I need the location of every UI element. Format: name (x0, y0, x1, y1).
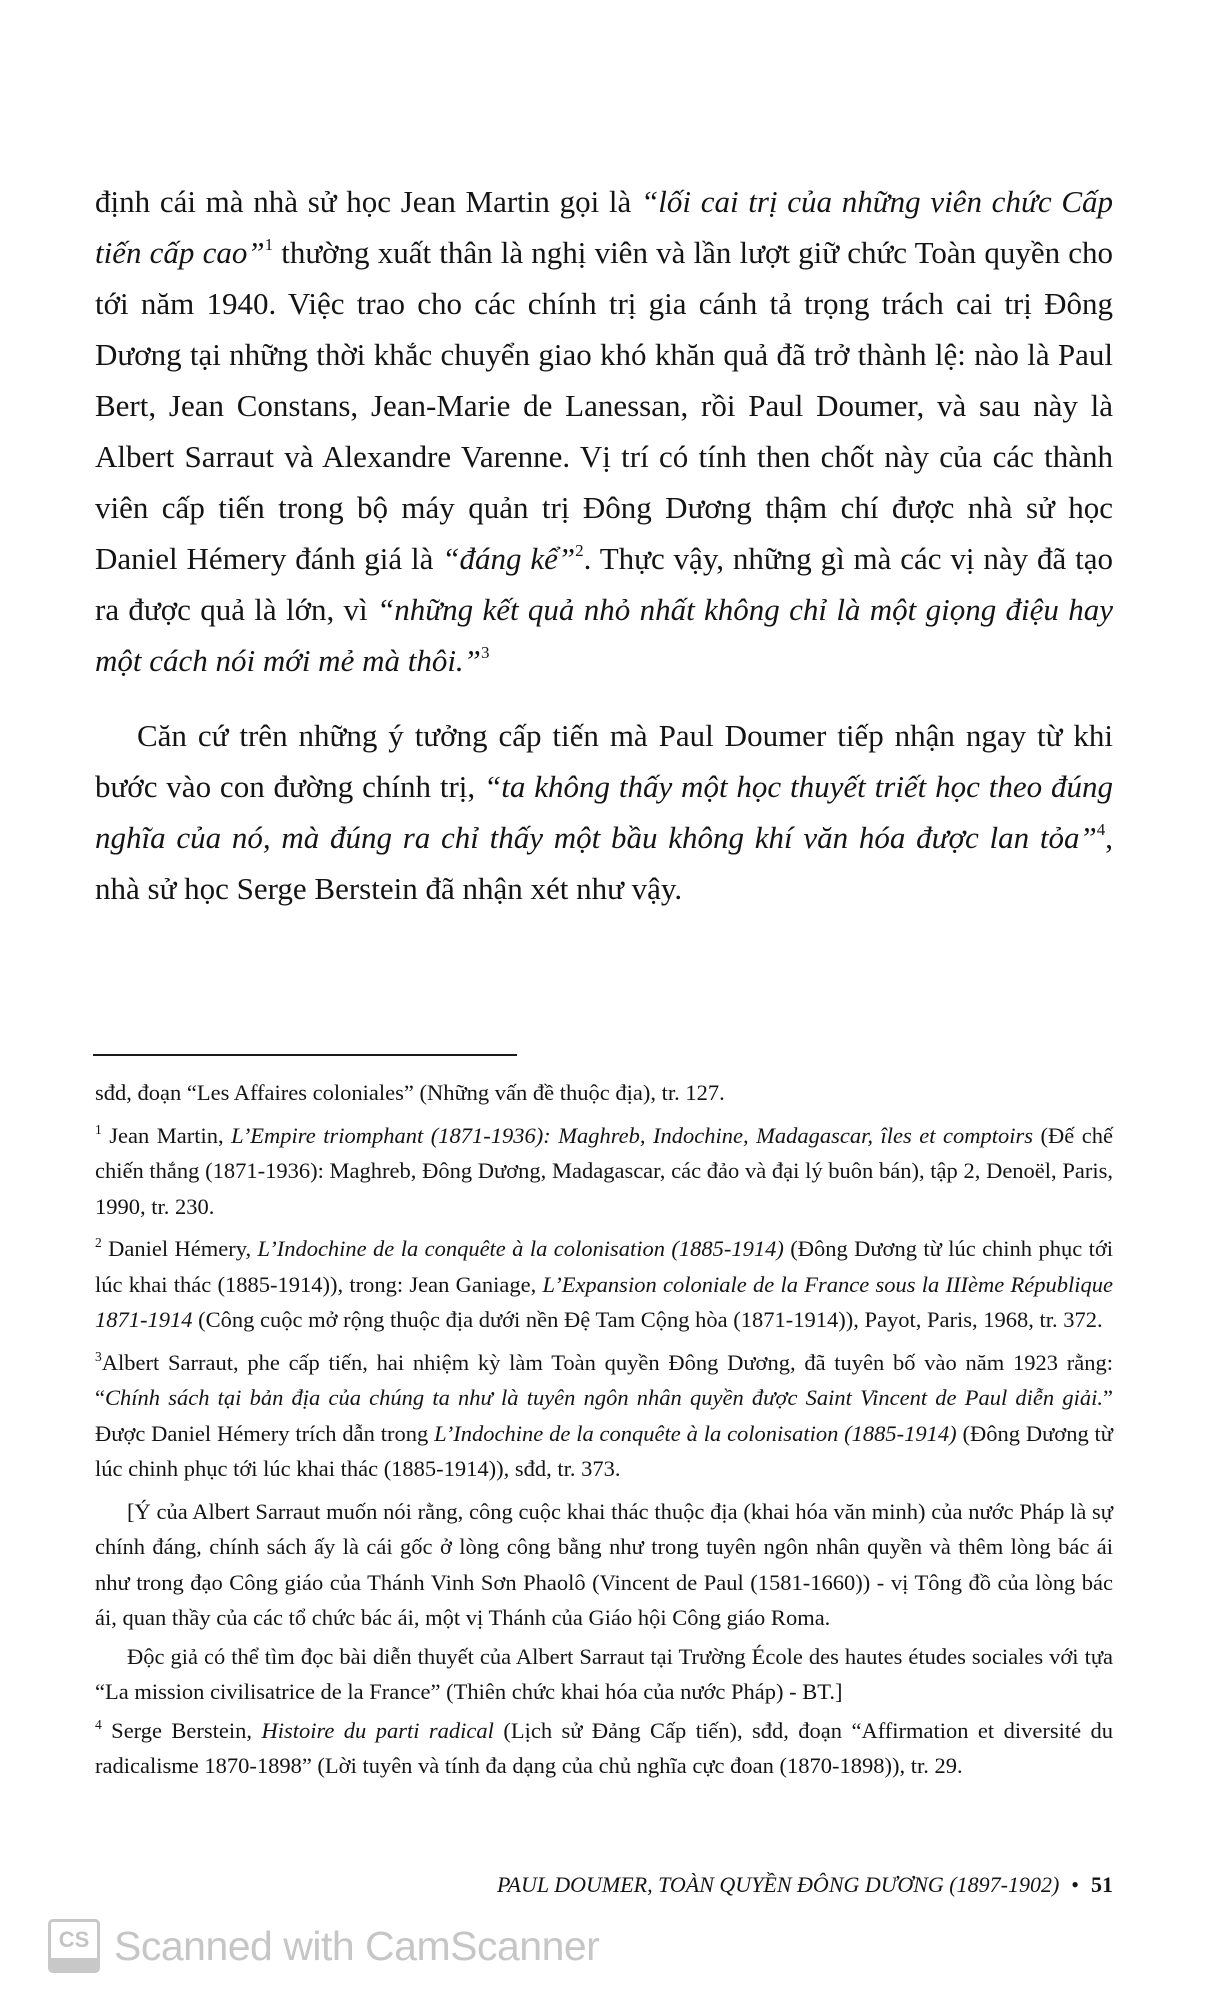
editor-note-1: [Ý của Albert Sarraut muốn nói rằng, công cuộc khai thác thuộc địa (khai hóa văn minh) của nước Pháp là sự chính đáng, chính sách ấy là cái gốc ở lòng công bằng như trong tuyên ngôn nhân quyền và thêm lòng bác ái như trong đạo Công giáo của Thánh Vinh Sơn Phaolô (Vincent de Paul (1581-1660)) - vị Tông đồ của lòng bác ái, quan thầy của các tổ chức bác ái, một vị Thánh của Giáo hội Công giáo Roma. (95, 1498, 1113, 1630)
text-span: (Công cuộc mở rộng thuộc địa dưới nền Đệ Tam Cộng hòa (1871-1914)), Payot, Paris, 1968, tr. 372. (192, 1307, 1103, 1332)
footnote-ref-4[interactable]: 4 (1096, 820, 1106, 840)
footnote-4 (95, 1713, 1113, 1784)
footnote-mark: 3 (95, 1348, 102, 1364)
footnote-1 (95, 1118, 1113, 1225)
editor-note-2: Độc giả có thể tìm đọc bài diễn thuyết của Albert Sarraut tại Trường École des hautes études sociales với tựa “La mission civilisatrice de la France” (Thiên chức khai hóa của nước Pháp) - BT.] (95, 1643, 1113, 1704)
running-title: PAUL DOUMER, TOÀN QUYỀN ĐÔNG DƯƠNG (1897-1902) (496, 1872, 1060, 1897)
quote-italic: “ta không thấy một học thuyết triết học theo đúng nghĩa của nó, mà đúng ra chỉ thấy một bầu không khí văn hóa được lan tỏa” (95, 769, 1114, 855)
footnote-mark: 2 (95, 1235, 102, 1251)
book-title: L’Indochine de la conquête à la colonisation (1885-1914) (434, 1420, 957, 1446)
book-title: Histoire du parti radical (261, 1717, 494, 1743)
paragraph-1 (95, 176, 1113, 686)
bullet-separator: • (1071, 1872, 1079, 1897)
text-span: (Đế chế chiến thắng (1871-1936): Maghreb, Đông Dương, Madagascar, các đảo và đại lý buôn bán), tập 2, Denoël, Paris, 1990, tr. 230. (95, 1122, 1114, 1219)
footnote-continued: sđd, đoạn “Les Affaires coloniales” (Những vấn đề thuộc địa), tr. 127. (95, 1080, 725, 1105)
footnote-mark: 4 (95, 1716, 102, 1732)
book-title: L’Empire triomphant (1871-1936): Maghreb, Indochine, Madagascar, îles et comptoirs (231, 1122, 1034, 1148)
footnote-2 (95, 1231, 1113, 1338)
text-span: (Lịch sử Đảng Cấp tiến), sđd, đoạn “Affirmation et diversité du radicalisme 1870-1898” (Lời tuyên và tính đa dạng của chủ nghĩa cực đoan (1870-1898)), tr. 29. (95, 1717, 1114, 1778)
footnote-3 (95, 1345, 1113, 1487)
camscanner-logo-icon (48, 1919, 100, 1973)
text-span: Serge Berstein, (101, 1717, 262, 1743)
text-span: . Thực vậy, những gì mà các vị này đã tạo ra được quả là lớn, vì (95, 541, 1113, 627)
watermark-text: Scanned with CamScanner (114, 1922, 600, 1969)
text-span: định cái mà nhà sử học Jean Martin gọi là (95, 184, 642, 219)
text-span: , nhà sử học Serge Berstein đã nhận xét như vậy. (95, 820, 1113, 906)
text-span: (Đông Dương từ lúc chinh phục tới lúc khai thác (1885-1914)), trong: Jean Ganiage, (95, 1236, 1113, 1297)
footnotes (95, 1075, 1113, 1791)
page-number: 51 (1091, 1872, 1113, 1897)
text-span: Jean Martin, (101, 1122, 232, 1148)
quote-italic: “những kết quả nhỏ nhất không chỉ là một giọng điệu hay một cách nói mới mẻ mà thôi.” (95, 592, 1113, 678)
logo-bar (51, 1958, 97, 1970)
quote-italic: “lối cai trị của những viên chức Cấp tiến cấp cao” (95, 184, 1113, 270)
quote-italic: Chính sách tại bản địa của chúng ta như là tuyên ngôn nhân quyền được Saint Vincent de Paul diễn giải. (105, 1385, 1103, 1410)
footnote-ref-1[interactable]: 1 (264, 235, 274, 255)
camscanner-watermark (48, 1918, 599, 1974)
text-span: (Đông Dương từ lúc chinh phục tới lúc khai thác (1885-1914)), sđd, tr. 373. (95, 1420, 1113, 1481)
footnote-ref-3[interactable]: 3 (480, 643, 490, 663)
paragraph-2 (95, 710, 1113, 914)
text-span: Căn cứ trên những ý tưởng cấp tiến mà Paul Doumer tiếp nhận ngay từ khi bước vào con đường chính trị, (95, 718, 1113, 804)
text-span: ” Được Daniel Hémery trích dẫn trong (95, 1385, 1113, 1446)
text-span: thường xuất thân là nghị viên và lần lượt giữ chức Toàn quyền cho tới năm 1940. Việc trao cho các chính trị gia cánh tả trọng trách cai trị Đông Dương tại những thời khắc chuyển giao khó khăn quả đã trở thành lệ: nào là Paul Bert, Jean Constans, Jean-Marie de Lanessan, rồi Paul Doumer, và sau này là Albert Sarraut và Alexandre Varenne. Vị trí có tính then chốt này của các thành viên cấp tiến trong bộ máy quản trị Đông Dương thậm chí được nhà sử học Daniel Hémery đánh giá là (95, 235, 1113, 576)
logo-text: CS (58, 1927, 90, 1952)
text-span: Daniel Hémery, (101, 1236, 258, 1261)
footnote-divider (93, 1054, 517, 1056)
running-footer (408, 1872, 1113, 1898)
book-title: L’Indochine de la conquête à la colonisation (1885-1914) (257, 1236, 784, 1261)
quote-italic: “đáng kể” (442, 541, 576, 576)
footnote-mark: 1 (95, 1121, 102, 1137)
text-span: Albert Sarraut, phe cấp tiến, hai nhiệm kỳ làm Toàn quyền Đông Dương, đã tuyên bố vào năm 1923 rằng: “ (95, 1349, 1113, 1410)
book-title: L’Expansion coloniale de la France sous la IIIème République 1871-1914 (95, 1271, 1114, 1332)
main-text (95, 176, 1113, 914)
footnote-ref-2[interactable]: 2 (575, 541, 584, 561)
